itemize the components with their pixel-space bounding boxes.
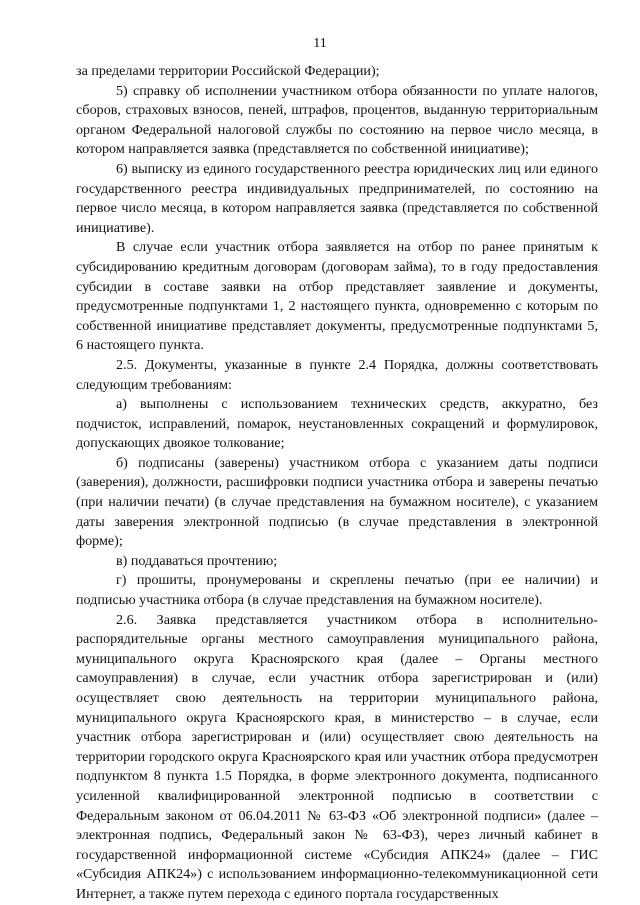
paragraph-requirement-d: г) прошиты, пронумерованы и скреплены печатью (при ее наличии) и подписью участника отбора (в случае представления на бумажном носителе). <box>76 572 598 609</box>
paragraph-item-5: 5) справку об исполнении участником отбора обязанности по уплате налогов, сборов, страховых взносов, пеней, штрафов, процентов, выданную территориальным органом Федеральной налоговой службы по состоянию на первое число месяца, в котором направляется заявка (представляется по собственной инициативе); <box>76 82 598 158</box>
paragraph-requirement-a: а) выполнены с использованием технических средств, аккуратно, без подчисток, исправлений, помарок, неустановленных сокращений и формулировок, допускающих двоякое толкование; <box>76 396 598 452</box>
document-body <box>76 62 598 905</box>
paragraph-section-2-5: 2.5. Документы, указанные в пункте 2.4 Порядка, должны соответствовать следующим требованиям: <box>76 356 598 393</box>
paragraph-section-2-6: 2.6. Заявка представляется участником отбора в исполнительно-распорядительные органы местного самоуправления муниципального района, муниципального округа Красноярского края (далее – Органы местного самоуправления) в случае, если участник отбора зарегистрирован и (или) осуществляет свою деятельность на территории муниципального района, муниципального округа Красноярского края, в министерство – в случае, если участник отбора зарегистрирован и (или) осуществляет свою деятельность на территории городского округа Красноярского края или участник отбора предусмотрен подпунктом 8 пункта 1.5 Порядка, в форме электронного документа, подписанного усиленной квалифицированной электронной подписью в соответствии с Федеральным законом от 06.04.2011 № 63-ФЗ «Об электронной подписи» (далее – электронная подпись, Федеральный закон № 63-ФЗ), через личный кабинет в государственной информационной системе «Субсидия АПК24» (далее – ГИС «Субсидия АПК24») с использованием информационно-телекоммуникационной сети Интернет, а также путем перехода с единого портала государственных <box>76 611 598 902</box>
paragraph-requirement-b: б) подписаны (заверены) участником отбора с указанием даты подписи (заверения), должности, расшифровки подписи участника отбора и заверены печатью (при наличии печати) (в случае представления на бумажном носителе), с указанием даты заверения электронной подписью (в случае представления в электронной форме); <box>76 454 598 550</box>
paragraph-continuation: за пределами территории Российской Федерации); <box>76 63 380 79</box>
page-number: 11 <box>313 36 327 51</box>
paragraph-requirement-c: в) поддаваться прочтению; <box>116 552 278 569</box>
paragraph-previous-contracts: В случае если участник отбора заявляется на отбор по ранее принятым к субсидированию кредитным договорам (договорам займа), то в году предоставления субсидии в составе заявки на отбор представляет заявление и документы, предусмотренные подпунктами 1, 2 настоящего пункта, одновременно с которым по собственной инициативе представляет документы, предусмотренные подпунктами 5, 6 настоящего пункта. <box>76 239 598 354</box>
paragraph-item-6: 6) выписку из единого государственного реестра юридических лиц или единого государственного реестра индивидуальных предпринимателей, по состоянию на первое число месяца, в котором направляется заявка (представляется по собственной инициативе). <box>76 160 598 236</box>
